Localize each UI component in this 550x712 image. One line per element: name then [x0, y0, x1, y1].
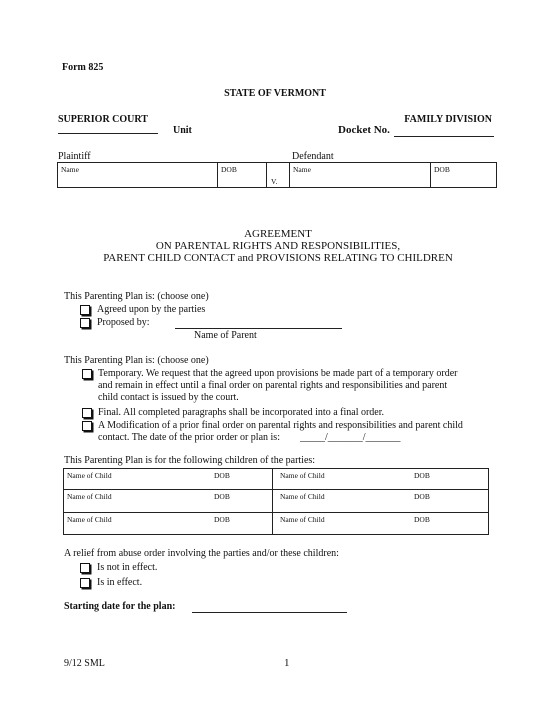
child-4-name-field[interactable]: Name of Child	[280, 492, 325, 501]
versus-label: V.	[271, 177, 278, 186]
child-1-dob-field[interactable]: DOB	[214, 471, 230, 480]
state-heading: STATE OF VERMONT	[224, 88, 326, 99]
court-name: SUPERIOR COURT	[58, 114, 148, 125]
temporary-text-3: child contact is issued by the court.	[98, 392, 239, 403]
divider	[266, 162, 267, 188]
final-text: Final. All completed paragraphs shall be incorporated into a final order.	[98, 407, 385, 418]
title-line-1: AGREEMENT	[244, 228, 312, 240]
relief-intro: A relief from abuse order involving the parties and/or these children:	[64, 548, 339, 559]
final-checkbox[interactable]	[82, 408, 92, 418]
relief-not-in-effect-checkbox[interactable]	[80, 563, 90, 573]
name-of-parent-label: Name of Parent	[194, 330, 257, 341]
child-3-name-field[interactable]: Name of Child	[67, 492, 112, 501]
section1-intro: This Parenting Plan is: (choose one)	[64, 291, 209, 302]
child-5-name-field[interactable]: Name of Child	[67, 515, 112, 524]
defendant-label: Defendant	[292, 151, 334, 162]
temporary-text-1: Temporary. We request that the agreed upon provisions be made part of a temporary order	[98, 368, 458, 379]
docket-label: Docket No.	[338, 124, 390, 136]
form-number: Form 825	[62, 62, 104, 73]
relief-not-in-effect-label: Is not in effect.	[97, 562, 158, 573]
starting-date-label: Starting date for the plan:	[64, 601, 176, 612]
starting-date-field[interactable]	[192, 612, 347, 613]
child-1-name-field[interactable]: Name of Child	[67, 471, 112, 480]
divider	[289, 162, 290, 188]
division-name: FAMILY DIVISION	[404, 114, 492, 125]
child-4-dob-field[interactable]: DOB	[414, 492, 430, 501]
title-line-3: PARENT CHILD CONTACT and PROVISIONS RELATING TO CHILDREN	[103, 252, 453, 264]
proposed-by-field[interactable]	[175, 328, 342, 329]
modification-checkbox[interactable]	[82, 421, 92, 431]
relief-in-effect-checkbox[interactable]	[80, 578, 90, 588]
divider	[63, 489, 489, 490]
defendant-name-field[interactable]: Name	[293, 165, 311, 174]
agreed-checkbox[interactable]	[80, 305, 90, 315]
prior-order-date-field[interactable]: _____/_______/_______	[300, 432, 401, 443]
children-intro: This Parenting Plan is for the following children of the parties:	[64, 455, 316, 466]
child-2-dob-field[interactable]: DOB	[414, 471, 430, 480]
plaintiff-dob-field[interactable]: DOB	[221, 165, 237, 174]
proposed-label: Proposed by:	[97, 317, 150, 328]
proposed-checkbox[interactable]	[80, 318, 90, 328]
temporary-checkbox[interactable]	[82, 369, 92, 379]
divider	[272, 468, 273, 535]
divider	[430, 162, 431, 188]
child-3-dob-field[interactable]: DOB	[214, 492, 230, 501]
page-number: 1	[284, 657, 290, 669]
title-line-2: ON PARENTAL RIGHTS AND RESPONSIBILITIES,	[155, 240, 401, 252]
divider	[217, 162, 218, 188]
defendant-dob-field[interactable]: DOB	[434, 165, 450, 174]
docket-field[interactable]	[394, 136, 494, 137]
unit-field[interactable]	[58, 133, 158, 134]
modification-text-1: A Modification of a prior final order on parental rights and responsibilities and parent child	[98, 420, 463, 431]
unit-label: Unit	[173, 125, 192, 136]
temporary-text-2: and remain in effect until a final order on parental rights and responsibilities and parent	[98, 380, 448, 391]
agreed-label: Agreed upon by the parties	[97, 304, 206, 315]
plaintiff-name-field[interactable]: Name	[61, 165, 79, 174]
footer-version: 9/12 SML	[64, 658, 105, 669]
modification-text-2: contact. The date of the prior order or plan is:	[98, 432, 280, 443]
child-6-dob-field[interactable]: DOB	[414, 515, 430, 524]
plaintiff-label: Plaintiff	[58, 151, 91, 162]
divider	[63, 512, 489, 513]
relief-in-effect-label: Is in effect.	[97, 577, 143, 588]
child-6-name-field[interactable]: Name of Child	[280, 515, 325, 524]
section2-intro: This Parenting Plan is: (choose one)	[64, 355, 209, 366]
child-5-dob-field[interactable]: DOB	[214, 515, 230, 524]
child-2-name-field[interactable]: Name of Child	[280, 471, 325, 480]
